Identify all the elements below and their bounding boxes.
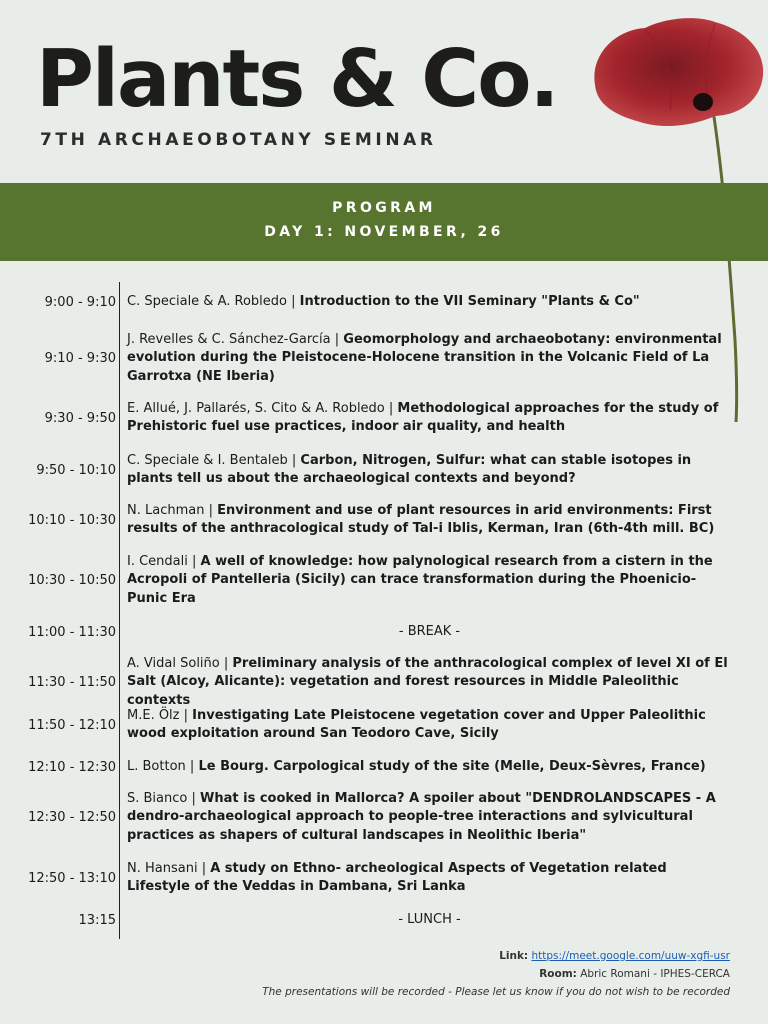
talk-entry: C. Speciale & A. Robledo | Introduction to the VII Seminary "Plants & Co"	[127, 294, 640, 309]
schedule-row	[0, 758, 768, 776]
talk-title: Geomorphology and archaeobotany: environmental evolution during the Pleistocene-Holocene transition in the Volcanic Field of La Garrotxa (NE Iberia)	[127, 332, 722, 384]
schedule-row	[0, 790, 768, 845]
time-slot: 12:50 - 13:10	[28, 870, 116, 886]
banner-day-label: DAY 1: NOVEMBER, 26	[264, 224, 504, 240]
time-slot: 9:00 - 9:10	[44, 294, 116, 310]
room-label: Room:	[539, 968, 577, 980]
footer-link-line	[499, 950, 730, 962]
time-slot: 12:30 - 12:50	[28, 810, 116, 826]
talk-authors: S. Bianco	[127, 791, 188, 806]
talk-title: Investigating Late Pleistocene vegetation cover and Upper Paleolithic wood exploitation around San Teodoro Cave, Sicily	[127, 708, 706, 742]
time-slot: 10:30 - 10:50	[28, 573, 116, 589]
schedule-row	[0, 452, 768, 489]
talk-authors: J. Revelles & C. Sánchez-García	[127, 332, 331, 347]
meeting-link[interactable]: https://meet.google.com/uuw-xgfi-usr	[531, 950, 730, 962]
time-slot: 9:10 - 9:30	[44, 351, 116, 367]
talk-authors: M.E. Ölz	[127, 708, 180, 723]
talk-authors: C. Speciale & I. Bentaleb	[127, 453, 288, 468]
talk-entry: I. Cendali | A well of knowledge: how palynological research from a cistern in the Acropoli of Pantelleria (Sicily) can trace transformation during the Phoenicio-Punic Era	[127, 554, 713, 606]
talk-authors: E. Allué, J. Pallarés, S. Cito & A. Robledo	[127, 401, 385, 416]
talk-authors: C. Speciale & A. Robledo	[127, 294, 287, 309]
talk-entry: C. Speciale & I. Bentaleb | Carbon, Nitrogen, Sulfur: what can stable isotopes in plants tell us about the archaeological contexts and beyond?	[127, 453, 692, 487]
talk-authors: I. Cendali	[127, 554, 188, 569]
schedule-row	[0, 400, 768, 437]
banner-program-label: PROGRAM	[332, 200, 436, 216]
room-value: Abric Romani - IPHES-CERCA	[580, 968, 730, 980]
talk-title: A study on Ethno- archeological Aspects of Vegetation related Lifestyle of the Veddas in Dambana, Sri Lanka	[127, 861, 667, 895]
time-slot: 9:50 - 10:10	[36, 462, 116, 478]
talk-title: Le Bourg. Carpological study of the site (Melle, Deux-Sèvres, France)	[198, 759, 706, 774]
schedule-row	[0, 655, 768, 710]
talk-entry: L. Botton | Le Bourg. Carpological study of the site (Melle, Deux-Sèvres, France)	[127, 759, 706, 774]
recording-note: The presentations will be recorded - Please let us know if you do not wish to be recorded	[262, 986, 730, 998]
lunch-label: - LUNCH -	[398, 912, 461, 927]
talk-title: A well of knowledge: how palynological research from a cistern in the Acropoli of Pantelleria (Sicily) can trace transformation during the Phoenicio-Punic Era	[127, 554, 713, 606]
talk-title: Carbon, Nitrogen, Sulfur: what can stable isotopes in plants tell us about the archaeological contexts and beyond?	[127, 453, 692, 487]
time-slot: 11:30 - 11:50	[28, 675, 116, 691]
talk-authors: N. Hansani	[127, 861, 198, 876]
talk-authors: L. Botton	[127, 759, 186, 774]
page-subtitle: 7TH ARCHAEOBOTANY SEMINAR	[40, 130, 437, 150]
schedule-row	[0, 502, 768, 539]
schedule-row-break	[0, 911, 768, 929]
talk-entry: E. Allué, J. Pallarés, S. Cito & A. Robledo | Methodological approaches for the study of Prehistoric fuel use practices, indoor air quality, and health	[127, 401, 719, 435]
schedule-row	[0, 553, 768, 608]
talk-title: Introduction to the VII Seminary "Plants & Co"	[299, 294, 640, 309]
schedule-row	[0, 860, 768, 897]
talk-entry: A. Vidal Soliño | Preliminary analysis of the anthracological complex of level XI of El Salt (Alcoy, Alicante): vegetation and forest resources in Middle Paleolithic contexts	[127, 656, 728, 708]
schedule-row-break	[0, 623, 768, 641]
talk-authors: N. Lachman	[127, 503, 205, 518]
talk-entry: J. Revelles & C. Sánchez-García | Geomorphology and archaeobotany: environmental evolution during the Pleistocene-Holocene transition in the Volcanic Field of La Garrotxa (NE Iberia)	[127, 332, 722, 384]
time-slot: 12:10 - 12:30	[28, 759, 116, 775]
time-slot: 9:30 - 9:50	[44, 410, 116, 426]
talk-authors: A. Vidal Soliño	[127, 656, 220, 671]
talk-entry: N. Lachman | Environment and use of plant resources in arid environments: First results of the anthracological study of Tal-i Iblis, Kerman, Iran (6th-4th mill. BC)	[127, 503, 715, 537]
talk-title: Preliminary analysis of the anthracological complex of level XI of El Salt (Alcoy, Alicante): vegetation and forest resources in Middle Paleolithic contexts	[127, 656, 728, 708]
page-title: Plants & Co.	[36, 33, 558, 125]
schedule-row	[0, 331, 768, 386]
schedule-row	[0, 293, 768, 311]
time-slot: 13:15	[78, 912, 116, 928]
talk-title: Environment and use of plant resources in arid environments: First results of the anthracological study of Tal-i Iblis, Kerman, Iran (6th-4th mill. BC)	[127, 503, 715, 537]
talk-entry: N. Hansani | A study on Ethno- archeological Aspects of Vegetation related Lifestyle of the Veddas in Dambana, Sri Lanka	[127, 861, 667, 895]
talk-entry: S. Bianco | What is cooked in Mallorca? A spoiler about "DENDROLANDSCAPES - A dendro-archaeological approach to people-tree interactions and sylvicultural practices as shapers of cultural landscapes in Neolithic Iberia"	[127, 791, 716, 843]
talk-title: What is cooked in Mallorca? A spoiler about "DENDROLANDSCAPES - A dendro-archaeological approach to people-tree interactions and sylvicultural practices as shapers of cultural landscapes in Neolithic Iberia"	[127, 791, 716, 843]
time-slot: 11:00 - 11:30	[28, 624, 116, 640]
schedule-row	[0, 707, 768, 744]
program-banner	[0, 183, 768, 261]
link-label: Link:	[499, 950, 529, 962]
time-slot: 11:50 - 12:10	[28, 717, 116, 733]
footer-room-line	[539, 968, 730, 980]
break-label: - BREAK -	[398, 624, 461, 639]
talk-entry: M.E. Ölz | Investigating Late Pleistocene vegetation cover and Upper Paleolithic wood exploitation around San Teodoro Cave, Sicily	[127, 708, 706, 742]
time-slot: 10:10 - 10:30	[28, 512, 116, 528]
talk-title: Methodological approaches for the study of Prehistoric fuel use practices, indoor air quality, and health	[127, 401, 719, 435]
